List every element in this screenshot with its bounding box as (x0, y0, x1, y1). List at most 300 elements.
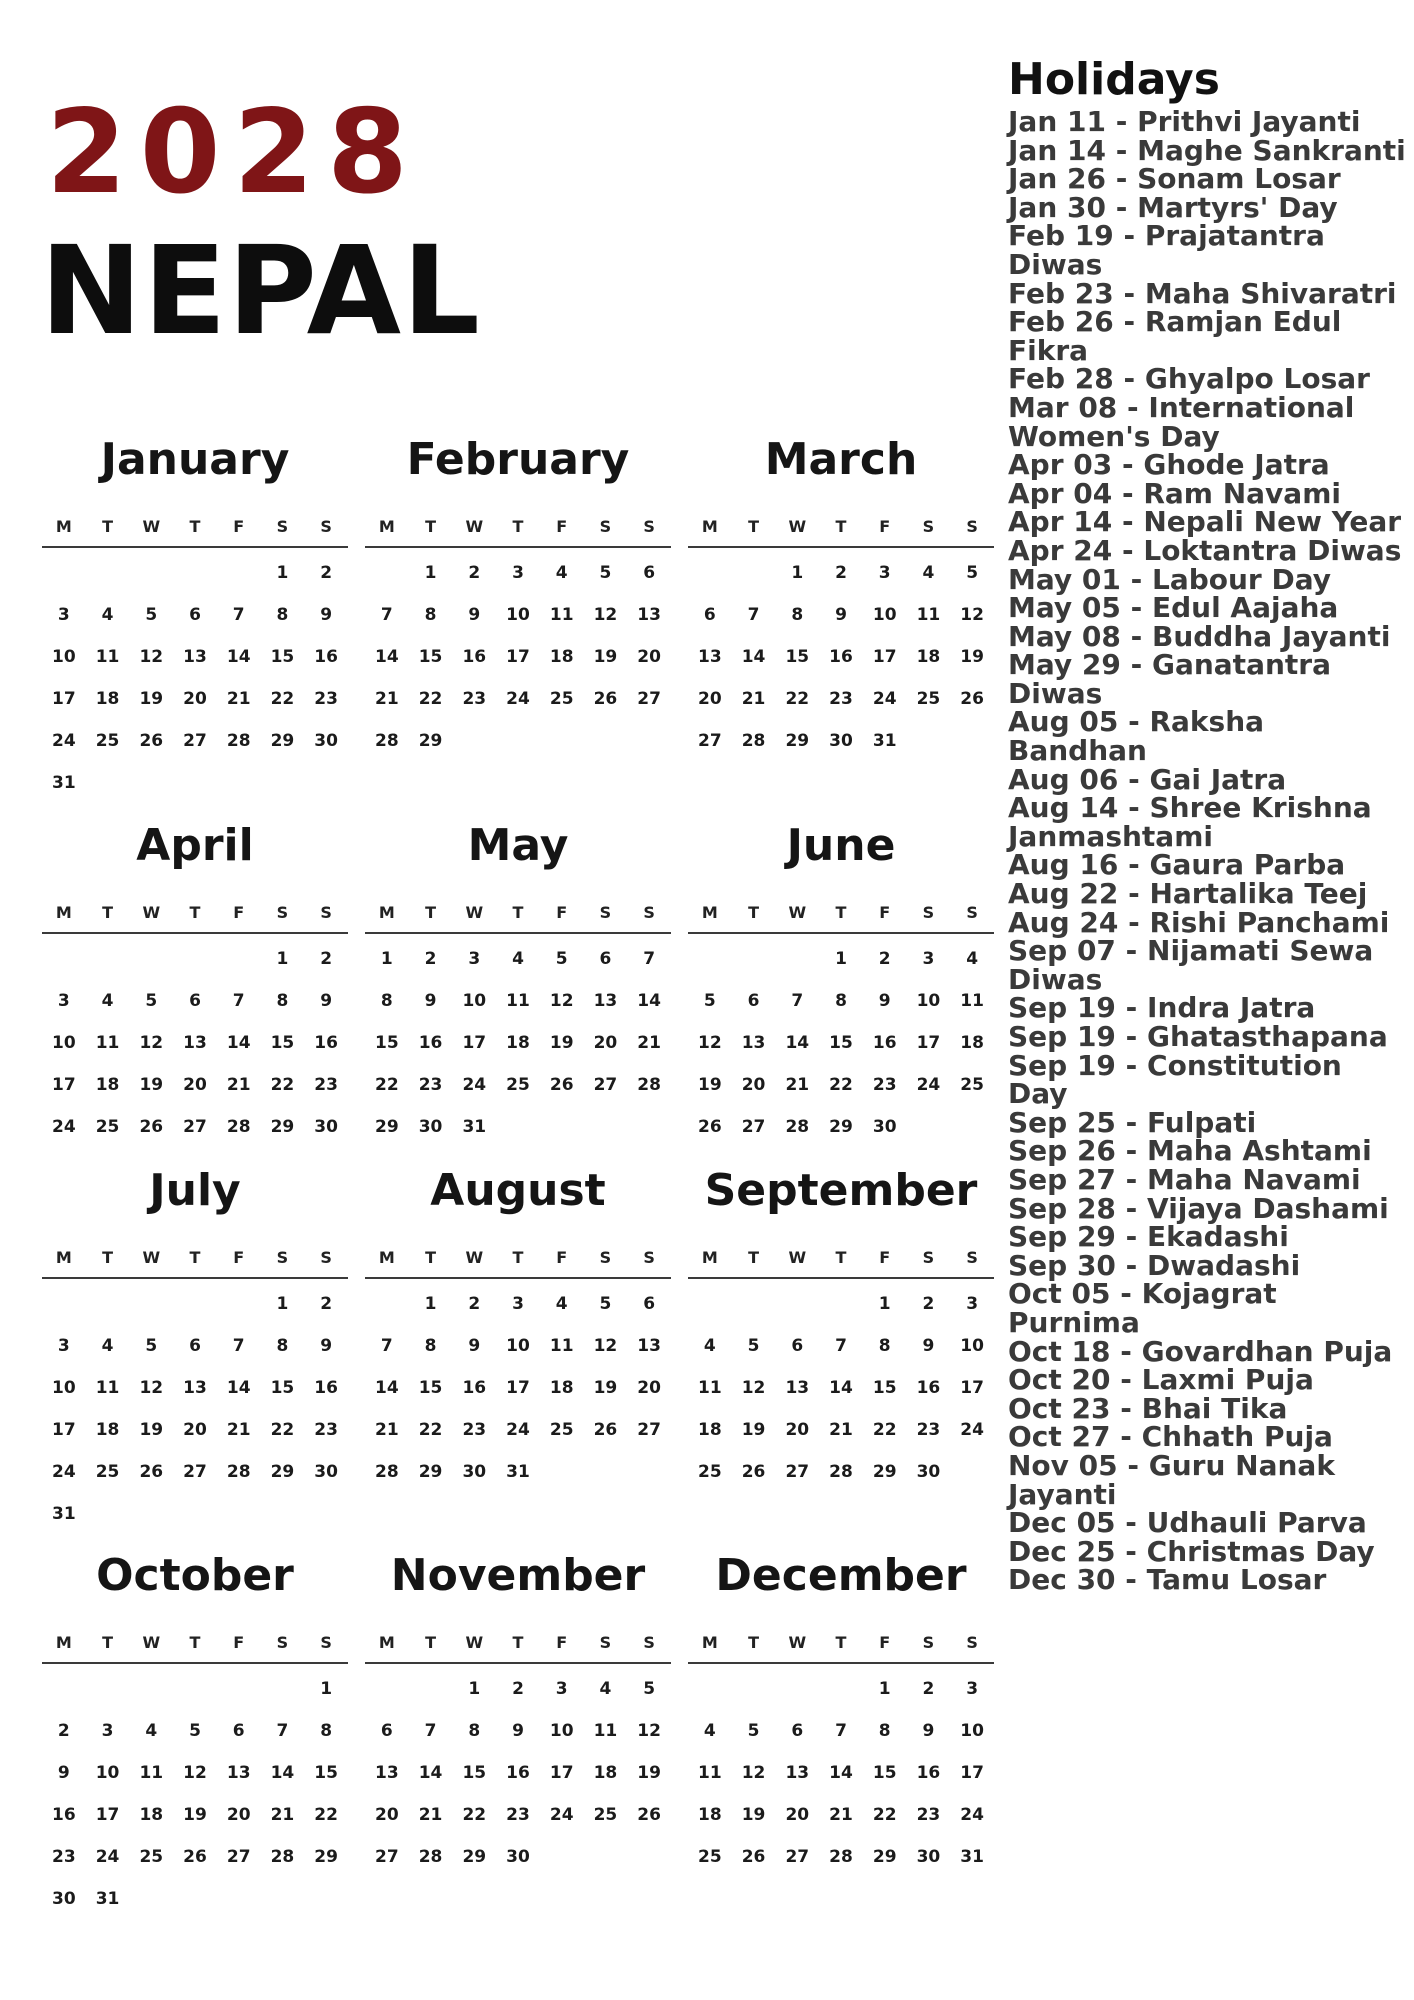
day-cell: 1 (380, 949, 393, 969)
day-cell: 30 (872, 1117, 897, 1137)
day-cell: 22 (270, 1075, 295, 1095)
weekday-label: W (788, 516, 807, 536)
weekday-label: T (425, 1247, 437, 1267)
weekday-label: S (599, 516, 612, 536)
month-january (42, 430, 348, 804)
day-cell: 14 (226, 647, 251, 667)
month-november (365, 1546, 671, 1878)
day-cell: 4 (555, 1294, 568, 1314)
day-cell: 3 (57, 605, 70, 625)
weekday-label: T (748, 902, 760, 922)
day-cell: 8 (276, 605, 289, 625)
holiday-item: Sep 26 - Maha Ashtami (1008, 1134, 1372, 1168)
day-cell: 1 (276, 1294, 289, 1314)
day-cell: 19 (593, 1378, 618, 1398)
day-cell: 3 (512, 1294, 524, 1314)
weekday-label: M (378, 1247, 395, 1267)
day-cell: 6 (791, 1336, 804, 1356)
month-name: November (390, 1550, 646, 1601)
day-cell: 28 (637, 1075, 661, 1095)
day-cell: 24 (506, 1420, 530, 1440)
day-cell: 13 (785, 1763, 810, 1783)
weekday-label: T (425, 902, 437, 922)
day-cell: 16 (462, 1378, 487, 1398)
weekday-label: T (512, 516, 524, 536)
day-grid (688, 1283, 994, 1493)
day-cell: 9 (512, 1721, 524, 1741)
weekday-header (365, 1237, 671, 1279)
day-cell: 22 (314, 1805, 338, 1825)
weekday-label: T (512, 1247, 524, 1267)
day-cell: 11 (95, 647, 120, 667)
day-cell: 10 (52, 1378, 76, 1398)
country-title: NEPAL (40, 220, 481, 362)
day-cell: 5 (643, 1679, 656, 1699)
weekday-label: W (142, 516, 161, 536)
day-cell: 5 (599, 1294, 612, 1314)
weekday-label: W (142, 1632, 161, 1652)
month-december (688, 1546, 994, 1878)
day-cell: 20 (375, 1805, 399, 1825)
year-title: 2028 (46, 85, 421, 220)
day-cell: 21 (418, 1805, 443, 1825)
day-cell: 20 (637, 647, 661, 667)
weekday-label: F (556, 1632, 568, 1652)
day-cell: 13 (183, 1033, 207, 1053)
day-cell: 13 (226, 1763, 251, 1783)
day-cell: 9 (468, 1336, 481, 1356)
day-cell: 12 (741, 1763, 766, 1783)
day-cell: 20 (183, 689, 207, 709)
day-grid (365, 552, 671, 762)
weekday-label: M (55, 516, 72, 536)
holiday-item: Jan 14 - Maghe Sankranti (1008, 133, 1406, 167)
weekday-label: M (701, 1632, 718, 1652)
day-cell: 15 (462, 1763, 487, 1783)
day-cell: 18 (698, 1805, 722, 1825)
weekday-label: T (748, 1247, 760, 1267)
day-cell: 5 (145, 605, 158, 625)
day-cell: 29 (270, 731, 295, 751)
day-cell: 4 (599, 1679, 612, 1699)
holiday-item: Sep 07 - Nijamati Sewa Diwas (1008, 934, 1374, 996)
day-cell: 1 (878, 1679, 891, 1699)
weekday-label: T (189, 902, 201, 922)
day-cell: 3 (512, 563, 524, 583)
day-cell: 24 (52, 1462, 76, 1482)
day-cell: 21 (226, 1075, 251, 1095)
weekday-label: T (835, 902, 847, 922)
day-cell: 20 (593, 1033, 618, 1053)
day-cell: 9 (878, 991, 891, 1011)
day-cell: 26 (549, 1075, 574, 1095)
holiday-item: Oct 18 - Govardhan Puja (1008, 1334, 1393, 1368)
day-cell: 2 (922, 1679, 935, 1699)
day-cell: 18 (139, 1805, 164, 1825)
day-cell: 15 (418, 1378, 443, 1398)
day-cell: 30 (52, 1889, 76, 1909)
day-cell: 15 (270, 1378, 295, 1398)
day-cell: 4 (101, 991, 114, 1011)
month-name: December (715, 1550, 967, 1601)
weekday-label: T (512, 902, 524, 922)
day-cell: 24 (549, 1805, 574, 1825)
day-cell: 30 (314, 1462, 338, 1482)
holiday-item: Dec 05 - Udhauli Parva (1008, 1506, 1367, 1540)
weekday-label: S (276, 516, 289, 536)
day-cell: 23 (314, 689, 338, 709)
holiday-item: Sep 19 - Indra Jatra (1008, 991, 1316, 1025)
weekday-label: S (643, 1632, 655, 1652)
day-cell: 6 (791, 1721, 804, 1741)
day-cell: 31 (52, 773, 76, 793)
day-cell: 7 (835, 1721, 847, 1741)
day-grid (365, 1668, 671, 1878)
day-cell: 7 (643, 949, 656, 969)
day-cell: 18 (506, 1033, 530, 1053)
month-name: May (467, 820, 569, 871)
day-cell: 2 (320, 1294, 333, 1314)
holiday-item: Oct 23 - Bhai Tika (1008, 1391, 1288, 1425)
day-cell: 14 (270, 1763, 295, 1783)
day-cell: 6 (643, 1294, 656, 1314)
day-cell: 14 (829, 1378, 853, 1398)
weekday-label: S (320, 1632, 332, 1652)
day-cell: 17 (872, 647, 897, 667)
day-cell: 17 (960, 1378, 984, 1398)
day-cell: 4 (512, 949, 524, 969)
day-cell: 9 (835, 605, 847, 625)
day-cell: 14 (785, 1033, 810, 1053)
day-cell: 1 (276, 949, 289, 969)
day-cell: 28 (375, 1462, 399, 1482)
weekday-label: T (425, 1632, 437, 1652)
day-cell: 8 (380, 991, 393, 1011)
day-cell: 12 (698, 1033, 722, 1053)
weekday-label: W (465, 516, 484, 536)
day-grid (42, 938, 348, 1148)
day-cell: 6 (380, 1721, 393, 1741)
weekday-label: F (556, 516, 568, 536)
weekday-header (688, 506, 994, 548)
day-cell: 15 (418, 647, 443, 667)
day-cell: 10 (916, 991, 941, 1011)
day-cell: 21 (785, 1075, 810, 1095)
holiday-item: Aug 24 - Rishi Panchami (1008, 905, 1390, 939)
day-cell: 28 (741, 731, 766, 751)
day-cell: 15 (829, 1033, 853, 1053)
day-cell: 27 (637, 1420, 661, 1440)
day-cell: 28 (226, 1462, 251, 1482)
day-cell: 14 (375, 647, 399, 667)
holiday-item: Aug 05 - Raksha Bandhan (1008, 705, 1265, 768)
day-cell: 26 (637, 1805, 661, 1825)
day-cell: 18 (95, 1420, 120, 1440)
holiday-item: Nov 05 - Guru Nanak Jayanti (1008, 1448, 1335, 1511)
day-cell: 23 (872, 1075, 897, 1095)
day-cell: 24 (916, 1075, 941, 1095)
day-cell: 19 (139, 689, 164, 709)
day-cell: 28 (226, 731, 251, 751)
day-cell: 3 (468, 949, 481, 969)
day-cell: 29 (462, 1847, 487, 1867)
day-cell: 26 (593, 1420, 618, 1440)
weekday-label: F (233, 1632, 245, 1652)
day-cell: 3 (966, 1679, 979, 1699)
holiday-item: Feb 26 - Ramjan Edul Fikra (1008, 305, 1342, 367)
day-cell: 11 (960, 991, 984, 1011)
day-cell: 10 (960, 1336, 984, 1356)
day-cell: 29 (872, 1847, 897, 1867)
day-cell: 5 (145, 991, 158, 1011)
holiday-item: Apr 04 - Ram Navami (1008, 476, 1341, 510)
day-cell: 3 (555, 1679, 568, 1699)
day-cell: 23 (462, 1420, 487, 1440)
day-cell: 3 (966, 1294, 979, 1314)
holiday-item: May 01 - Labour Day (1008, 562, 1332, 596)
day-cell: 12 (139, 647, 164, 667)
day-cell: 25 (95, 731, 120, 751)
day-cell: 18 (95, 689, 120, 709)
day-cell: 11 (916, 605, 941, 625)
day-cell: 20 (741, 1075, 766, 1095)
day-cell: 7 (747, 605, 760, 625)
day-cell: 2 (835, 563, 847, 583)
weekday-label: T (102, 1247, 114, 1267)
day-cell: 15 (270, 1033, 295, 1053)
day-cell: 30 (314, 731, 338, 751)
day-cell: 27 (698, 731, 722, 751)
day-cell: 6 (643, 563, 656, 583)
day-cell: 25 (549, 1420, 574, 1440)
day-cell: 13 (637, 1336, 661, 1356)
day-cell: 23 (916, 1805, 941, 1825)
day-cell: 27 (183, 1462, 207, 1482)
day-cell: 6 (189, 991, 201, 1011)
holiday-item: Sep 19 - Constitution Day (1008, 1048, 1342, 1111)
weekday-label: W (142, 1247, 161, 1267)
month-name: April (136, 820, 254, 871)
day-cell: 21 (637, 1033, 661, 1053)
day-cell: 3 (922, 949, 935, 969)
day-cell: 29 (375, 1117, 399, 1137)
day-cell: 26 (960, 689, 984, 709)
day-cell: 8 (320, 1721, 333, 1741)
weekday-label: S (276, 902, 289, 922)
day-cell: 8 (791, 605, 804, 625)
weekday-label: W (465, 1632, 484, 1652)
month-july (42, 1161, 348, 1535)
day-cell: 23 (314, 1420, 338, 1440)
day-cell: 19 (139, 1075, 164, 1095)
day-cell: 8 (878, 1336, 891, 1356)
day-cell: 5 (189, 1721, 201, 1741)
day-grid (688, 1668, 994, 1878)
day-cell: 6 (189, 1336, 201, 1356)
weekday-label: T (425, 516, 437, 536)
day-cell: 9 (57, 1763, 70, 1783)
holiday-item: Oct 05 - Kojagrat Purnima (1008, 1277, 1277, 1339)
day-cell: 29 (872, 1462, 897, 1482)
day-cell: 19 (549, 1033, 574, 1053)
day-cell: 24 (506, 689, 530, 709)
day-cell: 4 (703, 1721, 716, 1741)
day-cell: 8 (276, 1336, 289, 1356)
day-cell: 31 (506, 1462, 530, 1482)
day-cell: 11 (549, 605, 574, 625)
day-cell: 7 (380, 1336, 393, 1356)
day-cell: 2 (320, 563, 333, 583)
weekday-label: T (835, 516, 847, 536)
day-grid (42, 1283, 348, 1535)
day-cell: 14 (226, 1378, 251, 1398)
day-cell: 29 (418, 1462, 443, 1482)
day-cell: 15 (872, 1378, 897, 1398)
day-cell: 12 (183, 1763, 207, 1783)
day-cell: 16 (872, 1033, 897, 1053)
day-cell: 9 (922, 1336, 935, 1356)
day-cell: 15 (872, 1763, 897, 1783)
day-cell: 25 (698, 1847, 722, 1867)
day-cell: 11 (95, 1033, 120, 1053)
day-grid (365, 1283, 671, 1493)
day-cell: 28 (785, 1117, 810, 1137)
day-cell: 30 (418, 1117, 443, 1137)
day-cell: 13 (375, 1763, 399, 1783)
day-cell: 6 (703, 605, 716, 625)
day-cell: 7 (424, 1721, 437, 1741)
day-cell: 20 (785, 1420, 810, 1440)
holiday-item: Apr 14 - Nepali New Year (1008, 505, 1402, 539)
day-cell: 14 (741, 647, 766, 667)
day-cell: 17 (506, 1378, 530, 1398)
day-cell: 1 (320, 1679, 333, 1699)
day-cell: 29 (314, 1847, 338, 1867)
day-cell: 10 (506, 605, 530, 625)
weekday-label: W (788, 1247, 807, 1267)
day-cell: 30 (314, 1117, 338, 1137)
day-cell: 4 (101, 1336, 114, 1356)
day-cell: 29 (829, 1117, 853, 1137)
weekday-label: S (966, 902, 978, 922)
holidays-heading: Holidays (1008, 54, 1220, 105)
holiday-item: May 05 - Edul Aajaha (1008, 591, 1339, 625)
day-grid (42, 552, 348, 804)
month-name: October (96, 1550, 294, 1601)
day-cell: 1 (878, 1294, 891, 1314)
day-cell: 27 (226, 1847, 251, 1867)
day-cell: 25 (95, 1462, 120, 1482)
day-cell: 25 (549, 689, 574, 709)
day-cell: 11 (698, 1763, 722, 1783)
holiday-item: Apr 03 - Ghode Jatra (1008, 448, 1330, 482)
weekday-label: S (922, 516, 935, 536)
day-cell: 17 (916, 1033, 941, 1053)
holiday-item: Sep 28 - Vijaya Dashami (1008, 1191, 1389, 1225)
day-cell: 11 (549, 1336, 574, 1356)
month-june (688, 816, 994, 1148)
weekday-label: S (320, 1247, 332, 1267)
day-cell: 17 (462, 1033, 487, 1053)
day-cell: 18 (698, 1420, 722, 1440)
day-cell: 22 (270, 1420, 295, 1440)
day-cell: 16 (462, 647, 487, 667)
day-cell: 9 (424, 991, 437, 1011)
weekday-label: F (879, 1632, 891, 1652)
day-cell: 1 (424, 1294, 437, 1314)
holidays-panel (1008, 54, 1408, 1595)
day-cell: 29 (785, 731, 810, 751)
day-cell: 12 (593, 1336, 618, 1356)
month-name: September (704, 1165, 978, 1216)
day-cell: 13 (741, 1033, 766, 1053)
day-cell: 10 (960, 1721, 984, 1741)
day-cell: 7 (835, 1336, 847, 1356)
holiday-item: Feb 19 - Prajatantra Diwas (1008, 219, 1325, 281)
month-may (365, 816, 671, 1148)
day-cell: 31 (872, 731, 897, 751)
day-cell: 31 (960, 1847, 984, 1867)
holiday-item: Sep 25 - Fulpati (1008, 1105, 1257, 1139)
day-cell: 23 (506, 1805, 530, 1825)
day-cell: 27 (183, 731, 207, 751)
holiday-item: Apr 24 - Loktantra Diwas (1008, 533, 1402, 567)
weekday-label: S (966, 516, 978, 536)
weekday-label: S (922, 1247, 935, 1267)
day-cell: 4 (922, 563, 935, 583)
holiday-item: Sep 27 - Maha Navami (1008, 1162, 1361, 1196)
day-cell: 2 (922, 1294, 935, 1314)
day-cell: 15 (270, 647, 295, 667)
day-cell: 2 (320, 949, 333, 969)
day-cell: 22 (872, 1420, 897, 1440)
day-cell: 30 (916, 1462, 941, 1482)
weekday-label: T (102, 1632, 114, 1652)
day-cell: 26 (139, 1117, 164, 1137)
day-cell: 28 (375, 731, 399, 751)
day-cell: 21 (226, 689, 251, 709)
weekday-label: S (966, 1632, 978, 1652)
weekday-label: S (320, 516, 332, 536)
day-cell: 14 (226, 1033, 251, 1053)
day-cell: 22 (270, 689, 295, 709)
day-cell: 2 (878, 949, 891, 969)
weekday-label: S (599, 902, 612, 922)
day-cell: 26 (741, 1462, 766, 1482)
day-cell: 18 (549, 1378, 574, 1398)
day-cell: 20 (698, 689, 722, 709)
weekday-label: M (701, 516, 718, 536)
month-name: July (149, 1165, 241, 1216)
month-august (365, 1161, 671, 1493)
month-name: June (786, 820, 896, 871)
day-cell: 18 (549, 647, 574, 667)
day-cell: 15 (314, 1763, 338, 1783)
day-cell: 27 (637, 689, 661, 709)
holiday-item: Sep 19 - Ghatasthapana (1008, 1020, 1388, 1053)
holiday-item: May 08 - Buddha Jayanti (1008, 619, 1391, 653)
weekday-header (42, 1622, 348, 1664)
day-cell: 1 (791, 563, 804, 583)
day-cell: 5 (145, 1336, 158, 1356)
day-cell: 23 (829, 689, 853, 709)
day-cell: 18 (95, 1075, 120, 1095)
day-cell: 17 (52, 1075, 76, 1095)
weekday-label: W (788, 902, 807, 922)
day-cell: 22 (418, 1420, 443, 1440)
weekday-label: W (142, 902, 161, 922)
day-cell: 16 (829, 647, 853, 667)
